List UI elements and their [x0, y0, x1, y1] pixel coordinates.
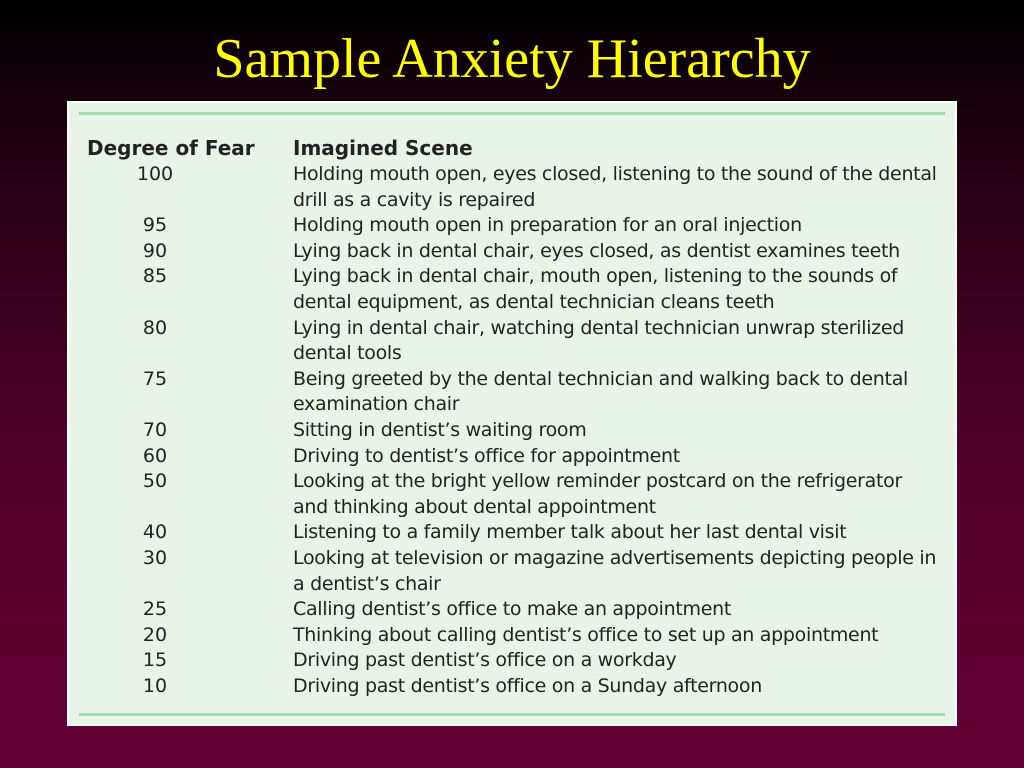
- table-row: [87, 213, 942, 239]
- table-panel: [69, 103, 955, 724]
- degree-cell: 80: [142, 316, 168, 339]
- table-row: [87, 648, 942, 674]
- table-row: [87, 444, 942, 470]
- table-bottom-rule: [79, 713, 945, 716]
- table-row: [87, 367, 942, 418]
- scene-cell: Lying back in dental chair, mouth open, listening to the sounds of dental equipment, as dental technician cleans teeth: [293, 265, 898, 313]
- scene-cell: Driving past dentist’s office on a workday: [293, 649, 677, 672]
- scene-cell: Looking at television or magazine advertisements depicting people in a dentist’s chair: [293, 546, 937, 595]
- degree-cell: 15: [142, 649, 168, 672]
- anxiety-hierarchy-table: [67, 101, 957, 726]
- table-top-rule: [79, 112, 945, 115]
- degree-cell: 25: [142, 598, 168, 621]
- degree-cell: 90: [142, 239, 168, 262]
- scene-cell: Sitting in dentist’s waiting room: [293, 418, 587, 441]
- degree-cell: 95: [142, 214, 168, 237]
- scene-cell: Holding mouth open, eyes closed, listening to the sound of the dental drill as a cavity is repaired: [293, 163, 937, 211]
- table-row: [87, 520, 942, 546]
- degree-cell: 60: [142, 444, 168, 467]
- scene-cell: Thinking about calling dentist’s office to set up an appointment: [293, 623, 879, 646]
- degree-cell: 100: [136, 163, 174, 185]
- scene-cell: Listening to a family member talk about her last dental visit: [293, 521, 847, 544]
- scene-cell: Looking at the bright yellow reminder postcard on the refrigerator and thinking about dental appointment: [293, 470, 903, 518]
- table-row: [87, 418, 942, 444]
- degree-cell: 20: [142, 623, 168, 646]
- slide-title: Sample Anxiety Hierarchy: [213, 28, 811, 90]
- scene-cell: Lying in dental chair, watching dental technician unwrap sterilized dental tools: [293, 316, 905, 365]
- scene-cell: Lying back in dental chair, eyes closed, as dentist examines teeth: [293, 239, 900, 262]
- degree-cell: 70: [142, 418, 168, 441]
- table-row: [87, 239, 942, 265]
- scene-cell: Holding mouth open in preparation for an oral injection: [293, 214, 802, 237]
- degree-cell: 75: [142, 367, 168, 390]
- table-row: [87, 546, 942, 597]
- scene-cell: Calling dentist’s office to make an appointment: [293, 598, 731, 621]
- table-row: [87, 623, 942, 649]
- table-row: [87, 162, 942, 213]
- table-row: [87, 597, 942, 623]
- table-row: [87, 674, 942, 700]
- degree-cell: 85: [142, 265, 168, 288]
- table-row: [87, 316, 942, 367]
- degree-cell: 50: [142, 470, 168, 493]
- degree-cell: 40: [142, 521, 168, 544]
- scene-cell: Driving to dentist’s office for appointment: [293, 444, 680, 467]
- header-degree-of-fear: Degree of Fear: [87, 136, 255, 160]
- degree-cell: 30: [142, 546, 168, 569]
- scene-cell: Driving past dentist’s office on a Sunday afternoon: [293, 674, 762, 697]
- degree-cell: 10: [142, 674, 168, 697]
- table-body: [87, 162, 942, 699]
- scene-cell: Being greeted by the dental technician and walking back to dental examination chair: [293, 367, 909, 416]
- table-row: [87, 264, 942, 315]
- header-imagined-scene: Imagined Scene: [293, 136, 473, 160]
- table-row: [87, 469, 942, 520]
